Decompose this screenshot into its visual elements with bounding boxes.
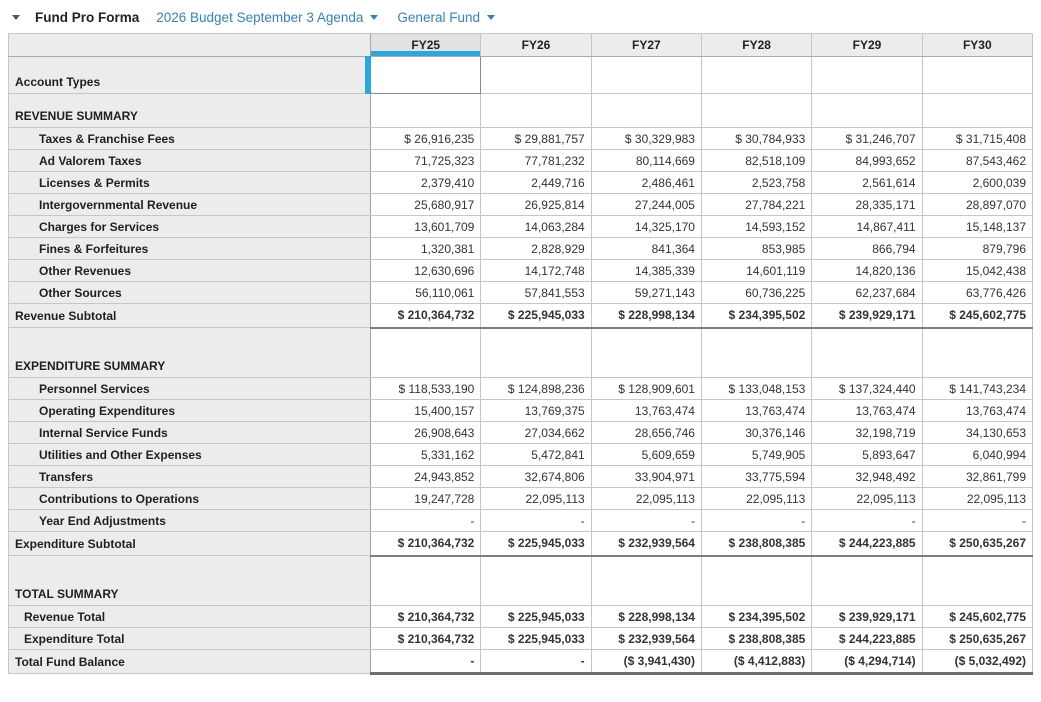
cell[interactable]: ($ 5,032,492) [922,650,1032,674]
cell[interactable] [371,328,481,378]
cell[interactable] [922,94,1032,128]
cell[interactable]: $ 244,223,885 [812,628,922,650]
row-label: Expenditure Total [9,628,371,650]
row-label: Personnel Services [9,378,371,400]
cell[interactable]: 13,763,474 [922,400,1032,422]
cell[interactable]: 14,385,339 [591,260,701,282]
cell[interactable]: 22,095,113 [812,488,922,510]
cell[interactable] [812,94,922,128]
cell[interactable]: 13,763,474 [812,400,922,422]
table-row [9,328,1033,378]
cell[interactable]: 28,897,070 [922,194,1032,216]
cell[interactable]: $ 234,395,502 [701,304,811,328]
cell[interactable]: 28,656,746 [591,422,701,444]
table-row [9,378,1033,400]
row-label: Other Revenues [9,260,371,282]
fund-dropdown[interactable] [397,10,497,25]
cell[interactable]: 26,925,814 [481,194,591,216]
cell[interactable]: - [922,510,1032,532]
cell[interactable] [812,556,922,606]
cell[interactable]: $ 238,808,385 [701,628,811,650]
cell[interactable]: 34,130,653 [922,422,1032,444]
cell[interactable]: 14,601,119 [701,260,811,282]
cell[interactable]: $ 228,998,134 [591,606,701,628]
cell[interactable]: $ 245,602,775 [922,606,1032,628]
cell[interactable]: $ 141,743,234 [922,378,1032,400]
cell[interactable]: - [812,510,922,532]
cell[interactable] [371,94,481,128]
table-row [9,444,1033,466]
cell[interactable]: - [371,510,481,532]
cell[interactable]: $ 239,929,171 [812,606,922,628]
table-row [9,606,1033,628]
cell[interactable]: 57,841,553 [481,282,591,304]
cell[interactable]: $ 225,945,033 [481,606,591,628]
cell[interactable]: $ 225,945,033 [481,628,591,650]
cell[interactable] [922,328,1032,378]
cell[interactable]: - [481,650,591,674]
cell[interactable] [481,556,591,606]
row-label: Revenue Total [9,606,371,628]
row-label: TOTAL SUMMARY [9,556,371,606]
cell[interactable] [371,57,481,94]
cell[interactable]: 5,609,659 [591,444,701,466]
table-row [9,466,1033,488]
cell[interactable]: - [481,510,591,532]
cell[interactable]: 15,400,157 [371,400,481,422]
cell[interactable]: 32,861,799 [922,466,1032,488]
cell[interactable] [922,556,1032,606]
toolbar [0,0,1041,33]
cell[interactable]: 2,449,716 [481,172,591,194]
cell[interactable]: 82,518,109 [701,150,811,172]
cell[interactable]: 80,114,669 [591,150,701,172]
cell[interactable]: 14,593,152 [701,216,811,238]
column-header-fy29[interactable]: FY29 [812,34,922,57]
cell[interactable]: $ 210,364,732 [371,532,481,556]
cell[interactable]: 1,320,381 [371,238,481,260]
budget-dropdown-label: 2026 Budget September 3 Agenda [156,10,364,25]
cell[interactable]: 866,794 [812,238,922,260]
cell[interactable]: $ 250,635,267 [922,532,1032,556]
chevron-down-icon [370,15,378,20]
cell[interactable]: $ 31,715,408 [922,128,1032,150]
cell[interactable]: $ 30,784,933 [701,128,811,150]
corner-header [9,34,371,57]
cell[interactable]: $ 210,364,732 [371,628,481,650]
cell[interactable]: 22,095,113 [591,488,701,510]
row-label: Fines & Forfeitures [9,238,371,260]
cell[interactable]: 2,600,039 [922,172,1032,194]
row-label: EXPENDITURE SUMMARY [9,328,371,378]
cell[interactable]: - [701,510,811,532]
cell[interactable] [812,57,922,94]
cell[interactable]: 22,095,113 [701,488,811,510]
cell[interactable]: 5,331,162 [371,444,481,466]
table-row [9,94,1033,128]
row-label: REVENUE SUMMARY [9,94,371,128]
cell[interactable]: 13,769,375 [481,400,591,422]
cell[interactable]: $ 210,364,732 [371,606,481,628]
cell[interactable]: 24,943,852 [371,466,481,488]
cell[interactable]: 14,820,136 [812,260,922,282]
cell[interactable]: 841,364 [591,238,701,260]
page-title: Fund Pro Forma [35,10,140,25]
fund-dropdown-label: General Fund [397,10,480,25]
cell[interactable]: $ 128,909,601 [591,378,701,400]
cell[interactable]: 13,763,474 [701,400,811,422]
cell[interactable] [591,57,701,94]
cell[interactable]: 27,034,662 [481,422,591,444]
table-row [9,556,1033,606]
cell[interactable]: $ 124,898,236 [481,378,591,400]
cell[interactable]: 5,472,841 [481,444,591,466]
cell[interactable]: 2,379,410 [371,172,481,194]
cell[interactable]: $ 239,929,171 [812,304,922,328]
table-row [9,400,1033,422]
row-label: Operating Expenditures [9,400,371,422]
table-row [9,260,1033,282]
cell[interactable]: $ 26,916,235 [371,128,481,150]
cell[interactable]: 63,776,426 [922,282,1032,304]
cell[interactable]: 30,376,146 [701,422,811,444]
cell[interactable]: $ 234,395,502 [701,606,811,628]
table-row [9,128,1033,150]
header-row [9,34,1033,57]
table-row [9,304,1033,328]
cell[interactable]: 22,095,113 [481,488,591,510]
cell[interactable]: 25,680,917 [371,194,481,216]
table-row [9,238,1033,260]
row-label: Account Types [9,57,371,94]
cell[interactable]: 32,948,492 [812,466,922,488]
cell[interactable] [591,94,701,128]
cell[interactable]: $ 210,364,732 [371,304,481,328]
cell[interactable] [591,556,701,606]
cell[interactable] [922,57,1032,94]
cell[interactable]: 5,749,905 [701,444,811,466]
pro-forma-table-container [0,33,1041,675]
pro-forma-table [8,33,1033,675]
cell[interactable]: $ 232,939,564 [591,532,701,556]
cell[interactable]: 32,198,719 [812,422,922,444]
row-label: Expenditure Subtotal [9,532,371,556]
cell[interactable]: $ 118,533,190 [371,378,481,400]
cell[interactable]: ($ 3,941,430) [591,650,701,674]
row-label: Ad Valorem Taxes [9,150,371,172]
cell[interactable]: 2,561,614 [812,172,922,194]
row-label: Taxes & Franchise Fees [9,128,371,150]
table-row [9,194,1033,216]
cell[interactable]: 26,908,643 [371,422,481,444]
column-header-fy28[interactable]: FY28 [701,34,811,57]
cell[interactable]: $ 245,602,775 [922,304,1032,328]
table-row [9,628,1033,650]
column-header-fy27[interactable]: FY27 [591,34,701,57]
table-row [9,488,1033,510]
cell[interactable] [481,328,591,378]
cell[interactable]: 879,796 [922,238,1032,260]
cell[interactable] [812,328,922,378]
column-header-fy25[interactable]: FY25 [371,34,481,57]
row-label: Revenue Subtotal [9,304,371,328]
table-row [9,216,1033,238]
cell[interactable]: 27,244,005 [591,194,701,216]
row-label: Transfers [9,466,371,488]
row-label: Year End Adjustments [9,510,371,532]
cell[interactable]: 2,828,929 [481,238,591,260]
cell[interactable]: $ 225,945,033 [481,304,591,328]
cell[interactable]: $ 31,246,707 [812,128,922,150]
cell[interactable] [371,556,481,606]
cell[interactable]: 56,110,061 [371,282,481,304]
row-label: Intergovernmental Revenue [9,194,371,216]
cell[interactable]: 84,993,652 [812,150,922,172]
cell[interactable] [701,556,811,606]
cell[interactable]: 59,271,143 [591,282,701,304]
cell[interactable]: 62,237,684 [812,282,922,304]
cell[interactable]: 5,893,647 [812,444,922,466]
table-row [9,422,1033,444]
cell[interactable]: ($ 4,294,714) [812,650,922,674]
column-header-fy26[interactable]: FY26 [481,34,591,57]
cell[interactable]: 27,784,221 [701,194,811,216]
cell[interactable]: $ 228,998,134 [591,304,701,328]
table-row [9,650,1033,674]
cell[interactable]: - [591,510,701,532]
cell[interactable]: 22,095,113 [922,488,1032,510]
table-row [9,172,1033,194]
row-label: Internal Service Funds [9,422,371,444]
table-row [9,150,1033,172]
table-row [9,57,1033,94]
cell[interactable]: $ 225,945,033 [481,532,591,556]
cell[interactable]: $ 250,635,267 [922,628,1032,650]
cell[interactable]: 15,042,438 [922,260,1032,282]
row-label: Charges for Services [9,216,371,238]
row-label: Utilities and Other Expenses [9,444,371,466]
cell[interactable]: 13,763,474 [591,400,701,422]
cell[interactable]: 14,063,284 [481,216,591,238]
row-label: Licenses & Permits [9,172,371,194]
cell[interactable]: $ 244,223,885 [812,532,922,556]
cell[interactable]: ($ 4,412,883) [701,650,811,674]
cell[interactable]: 32,674,806 [481,466,591,488]
cell[interactable]: 6,040,994 [922,444,1032,466]
cell[interactable]: 33,904,971 [591,466,701,488]
row-label: Contributions to Operations [9,488,371,510]
cell[interactable]: 71,725,323 [371,150,481,172]
chevron-down-icon [487,15,495,20]
cell[interactable]: 19,247,728 [371,488,481,510]
table-row [9,532,1033,556]
cell[interactable]: - [371,650,481,674]
row-label: Total Fund Balance [9,650,371,674]
cell[interactable]: $ 133,048,153 [701,378,811,400]
cell[interactable]: $ 137,324,440 [812,378,922,400]
cell[interactable]: 2,486,461 [591,172,701,194]
cell[interactable]: $ 232,939,564 [591,628,701,650]
cell[interactable]: 14,867,411 [812,216,922,238]
cell[interactable] [701,57,811,94]
cell[interactable]: $ 238,808,385 [701,532,811,556]
row-label: Other Sources [9,282,371,304]
cell[interactable]: 15,148,137 [922,216,1032,238]
table-row [9,282,1033,304]
cell[interactable]: 77,781,232 [481,150,591,172]
cell[interactable] [701,94,811,128]
table-row [9,510,1033,532]
cell[interactable]: $ 29,881,757 [481,128,591,150]
cell[interactable]: 12,630,696 [371,260,481,282]
cell[interactable]: 13,601,709 [371,216,481,238]
cell[interactable]: 87,543,462 [922,150,1032,172]
cell[interactable] [481,57,591,94]
cell[interactable]: $ 30,329,983 [591,128,701,150]
cell[interactable]: 60,736,225 [701,282,811,304]
column-header-fy30[interactable]: FY30 [922,34,1032,57]
cell[interactable]: 2,523,758 [701,172,811,194]
cell[interactable] [481,94,591,128]
cell[interactable] [701,328,811,378]
budget-dropdown[interactable] [156,10,380,25]
cell[interactable]: 28,335,171 [812,194,922,216]
pro-forma-table-body [9,57,1033,674]
cell[interactable]: 853,985 [701,238,811,260]
cell[interactable]: 33,775,594 [701,466,811,488]
cell[interactable]: 14,325,170 [591,216,701,238]
cell[interactable] [591,328,701,378]
cell[interactable]: 14,172,748 [481,260,591,282]
collapse-caret-icon[interactable] [12,15,20,20]
